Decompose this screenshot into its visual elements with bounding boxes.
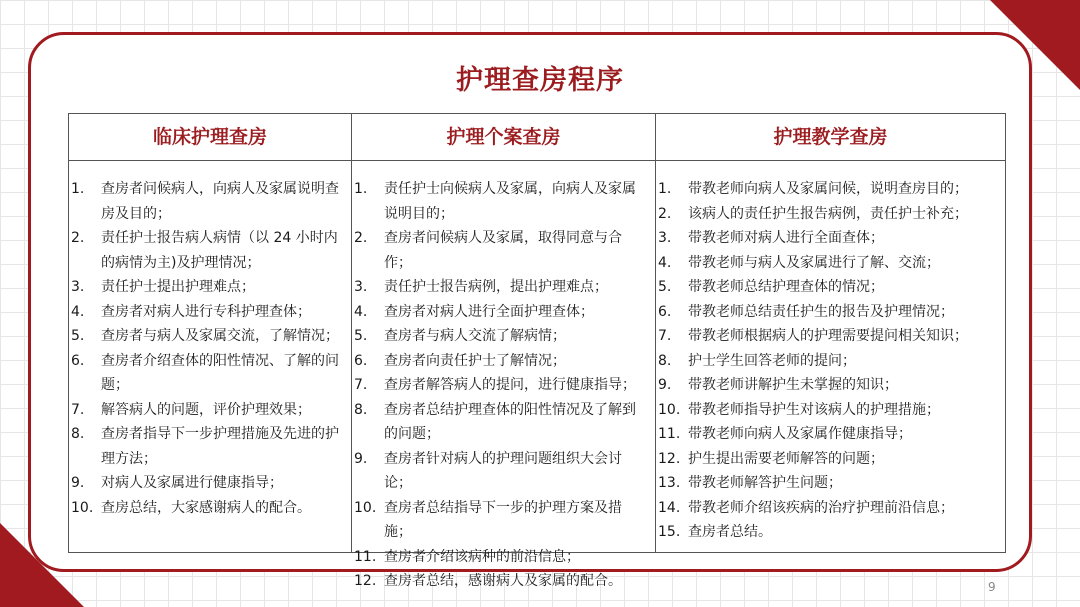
list-item xyxy=(354,324,649,349)
list-item-text: 查房者总结指导下一步的护理方案及措施； xyxy=(384,499,622,540)
list-item-number: 10. xyxy=(71,499,94,516)
column-header: 护理教学查房 xyxy=(656,114,1005,161)
list-item xyxy=(658,373,999,398)
list-item-number: 5. xyxy=(354,328,368,344)
list-item-text: 带教老师对病人进行全面查体； xyxy=(688,230,884,246)
list-item xyxy=(354,569,649,594)
list-item xyxy=(71,496,345,521)
list-item-text: 查房者对病人进行全面护理查体； xyxy=(384,303,594,320)
list-item-text: 解答病人的问题，评价护理效果； xyxy=(101,401,311,418)
list-item xyxy=(71,471,345,496)
list-item-number: 8. xyxy=(658,352,672,369)
list-item xyxy=(71,324,345,349)
list-item-text: 带教老师总结责任护生的报告及护理情况； xyxy=(688,303,954,320)
list-item-number: 3. xyxy=(658,230,672,246)
list-item xyxy=(658,251,999,276)
list-item-number: 7. xyxy=(658,328,672,344)
list-item-text: 责任护士向候病人及家属，向病人及家属说明目的； xyxy=(384,181,636,222)
list-item-text: 查房者问候病人及家属，取得同意与合作； xyxy=(384,230,622,271)
list-item xyxy=(354,226,649,275)
list-item-number: 11. xyxy=(354,548,377,565)
list-item xyxy=(658,275,999,300)
list-item-text: 带教老师向病人及家属问候，说明查房目的； xyxy=(688,181,968,197)
list-item xyxy=(354,398,649,447)
list-item-number: 9. xyxy=(354,450,368,467)
list-item-number: 6. xyxy=(658,303,672,320)
list-item xyxy=(658,422,999,447)
list-item xyxy=(71,226,345,275)
column-list xyxy=(69,161,351,520)
list-item-number: 4. xyxy=(354,303,368,320)
list-item-number: 12. xyxy=(658,450,681,467)
list-item xyxy=(658,300,999,325)
list-item-text: 责任护士提出护理难点； xyxy=(101,279,255,295)
list-item-text: 查房者总结，感谢病人及家属的配合。 xyxy=(384,573,622,589)
list-item-number: 5. xyxy=(658,279,672,295)
list-item xyxy=(354,545,649,570)
list-item xyxy=(71,398,345,423)
list-item xyxy=(71,177,345,226)
list-item-number: 12. xyxy=(354,573,377,589)
slide-title: 护理查房程序 xyxy=(456,65,624,96)
list-item xyxy=(354,177,649,226)
list-item-text: 查房总结，大家感谢病人的配合。 xyxy=(101,499,311,516)
list-item-number: 8. xyxy=(71,426,85,442)
list-item-text: 护士学生回答老师的提问； xyxy=(688,352,856,369)
list-item xyxy=(658,471,999,496)
column-clinical-rounds xyxy=(69,114,351,552)
list-item xyxy=(71,275,345,300)
list-item-text: 查房者对病人进行专科护理查体； xyxy=(101,303,311,320)
list-item-text: 查房者与病人交流了解病情； xyxy=(384,328,566,344)
list-item-number: 7. xyxy=(71,401,85,418)
list-item-text: 责任护士报告病人病情（以 24 小时内的病情为主)及护理情况； xyxy=(101,230,338,271)
list-item-number: 13. xyxy=(658,475,681,491)
list-item-number: 4. xyxy=(658,254,672,271)
list-item-text: 护生提出需要老师解答的问题； xyxy=(688,450,884,467)
list-item xyxy=(354,373,649,398)
list-item xyxy=(354,275,649,300)
list-item xyxy=(71,300,345,325)
column-header: 护理个案查房 xyxy=(352,114,655,161)
list-item-text: 带教老师向病人及家属作健康指导； xyxy=(688,426,912,442)
list-item-text: 查房者与病人及家属交流，了解情况； xyxy=(101,328,339,344)
list-item-number: 2. xyxy=(658,205,672,222)
list-item-text: 查房者介绍该病种的前沿信息； xyxy=(384,548,580,565)
page-number: 9 xyxy=(988,580,996,594)
list-item xyxy=(658,349,999,374)
list-item xyxy=(354,447,649,496)
list-item xyxy=(658,177,999,202)
list-item-number: 5. xyxy=(71,328,85,344)
list-item-text: 带教老师解答护生问题； xyxy=(688,475,842,491)
list-item-number: 4. xyxy=(71,303,85,320)
list-item-number: 8. xyxy=(354,401,368,418)
list-item xyxy=(354,349,649,374)
column-list xyxy=(656,161,1005,545)
list-item xyxy=(658,324,999,349)
list-item-text: 查房者向责任护士了解情况； xyxy=(384,352,566,369)
list-item-text: 查房者问候病人，向病人及家属说明查房及目的； xyxy=(101,181,339,222)
list-item xyxy=(354,496,649,545)
list-item xyxy=(658,226,999,251)
list-item-text: 查房者指导下一步护理措施及先进的护理方法； xyxy=(101,426,339,467)
list-item-text: 对病人及家属进行健康指导； xyxy=(101,475,283,491)
list-item xyxy=(354,300,649,325)
list-item-number: 1. xyxy=(354,181,368,197)
list-item-text: 查房者解答病人的提问，进行健康指导； xyxy=(384,377,636,393)
list-item-text: 该病人的责任护生报告病例，责任护士补充； xyxy=(688,205,968,222)
list-item-number: 6. xyxy=(71,352,85,369)
column-header: 临床护理查房 xyxy=(69,114,351,161)
list-item-text: 带教老师讲解护生未掌握的知识； xyxy=(688,377,898,393)
list-item-number: 9. xyxy=(71,475,85,491)
list-item xyxy=(71,422,345,471)
list-item xyxy=(71,349,345,398)
list-item-text: 查房者总结护理查体的阳性情况及了解到的问题； xyxy=(384,401,636,442)
list-item-number: 2. xyxy=(354,230,368,246)
list-item-number: 6. xyxy=(354,352,368,369)
column-teaching-rounds xyxy=(655,114,1005,552)
list-item-number: 2. xyxy=(71,230,85,246)
list-item-number: 15. xyxy=(658,524,681,540)
column-case-rounds xyxy=(351,114,655,589)
column-list xyxy=(352,161,655,594)
list-item-number: 3. xyxy=(354,279,368,295)
list-item-number: 10. xyxy=(658,401,681,418)
list-item-text: 带教老师介绍该疾病的治疗护理前沿信息； xyxy=(688,499,954,516)
list-item xyxy=(658,520,999,545)
list-item-number: 9. xyxy=(658,377,672,393)
list-item xyxy=(658,496,999,521)
list-item-text: 带教老师与病人及家属进行了解、交流； xyxy=(688,254,940,271)
list-item-text: 查房者总结。 xyxy=(688,524,772,540)
list-item-text: 查房者介绍查体的阳性情况、了解的问题； xyxy=(101,352,339,393)
list-item-text: 责任护士报告病例，提出护理难点； xyxy=(384,279,608,295)
list-item xyxy=(658,398,999,423)
list-item xyxy=(658,447,999,472)
rounds-table xyxy=(68,113,1006,589)
list-item-number: 1. xyxy=(71,181,85,197)
list-item-text: 带教老师根据病人的护理需要提问相关知识； xyxy=(688,328,968,344)
list-item-text: 带教老师指导护生对该病人的护理措施； xyxy=(688,401,940,418)
list-item xyxy=(658,202,999,227)
list-item-number: 7. xyxy=(354,377,368,393)
list-item-text: 查房者针对病人的护理问题组织大会讨论； xyxy=(384,450,622,491)
list-item-number: 1. xyxy=(658,181,672,197)
list-item-number: 14. xyxy=(658,499,681,516)
list-item-number: 10. xyxy=(354,499,377,516)
list-item-text: 带教老师总结护理查体的情况； xyxy=(688,279,884,295)
list-item-number: 3. xyxy=(71,279,85,295)
list-item-number: 11. xyxy=(658,426,681,442)
